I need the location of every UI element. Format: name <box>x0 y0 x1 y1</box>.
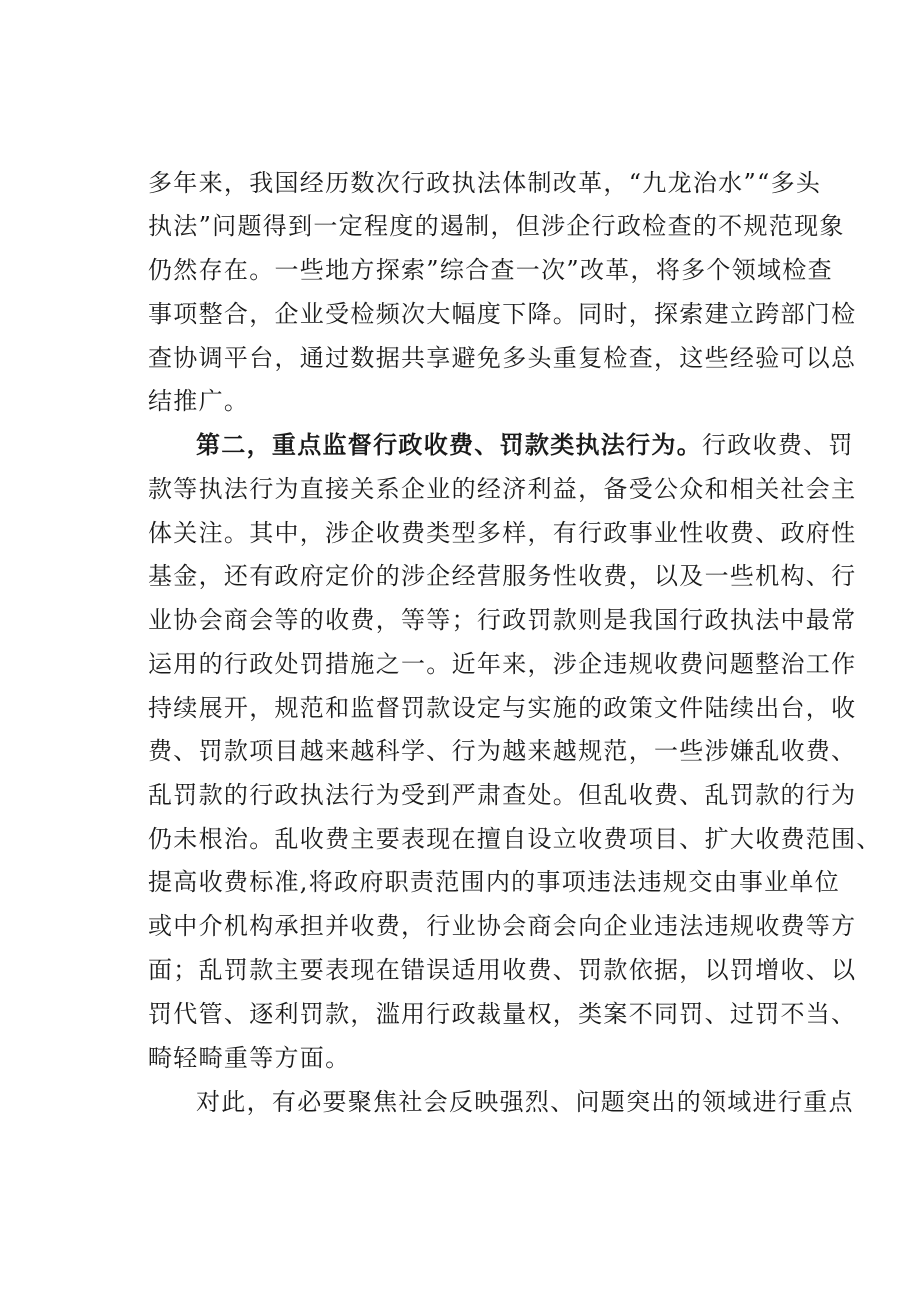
paragraph-line-rest: 行政收费、罚 <box>702 431 854 459</box>
paragraph-line: 多年来，我国经历数次行政执法体制改革，“九龙治水”“多头 <box>148 169 822 197</box>
paragraph-line: 运用的行政处罚措施之一。近年来，涉企违规收费问题整治工作 <box>148 650 857 678</box>
paragraph-line: 面；乱罚款主要表现在错误适用收费、罚款依据，以罚增收、以 <box>148 956 857 984</box>
paragraph-line: 体关注。其中，涉企收费类型多样，有行政事业性收费、政府性 <box>148 519 857 547</box>
paragraph-line: 仍未根治。乱收费主要表现在擅自设立收费项目、扩大收费范围、 <box>148 825 882 853</box>
paragraph-first-line <box>196 431 854 459</box>
paragraph-line: 结推广。 <box>148 387 250 415</box>
paragraph-heading: 第二，重点监督行政收费、罚款类执法行为。 <box>196 431 702 459</box>
paragraph-line: 执法”问题得到一定程度的遏制，但涉企行政检查的不规范现象 <box>148 212 845 240</box>
paragraph-line: 罚代管、逐利罚款，滥用行政裁量权，类案不同罚、过罚不当、 <box>148 1000 857 1028</box>
paragraph-line: 畸轻畸重等方面。 <box>148 1044 351 1072</box>
paragraph-line: 款等执法行为直接关系企业的经济利益，备受公众和相关社会主 <box>148 475 857 503</box>
paragraph-line: 费、罚款项目越来越科学、行为越来越规范，一些涉嫌乱收费、 <box>148 737 857 765</box>
paragraph-line: 提高收费标准,将政府职责范围内的事项违法违规交由事业单位 <box>148 868 841 896</box>
paragraph-line: 事项整合，企业受检频次大幅度下降。同时，探索建立跨部门检 <box>148 300 857 328</box>
paragraph-line: 查协调平台，通过数据共享避免多头重复检查，这些经验可以总 <box>148 344 857 372</box>
paragraph-line: 或中介机构承担并收费，行业协会商会向企业违法违规收费等方 <box>148 912 857 940</box>
paragraph-line: 仍然存在。一些地方探索”综合查一次”改革，将多个领域检查 <box>148 256 833 284</box>
paragraph-line: 基金，还有政府定价的涉企经营服务性收费，以及一些机构、行 <box>148 562 857 590</box>
paragraph-line: 对此，有必要聚焦社会反映强烈、问题突出的领域进行重点 <box>196 1088 854 1116</box>
paragraph-line: 乱罚款的行政执法行为受到严肃查处。但乱收费、乱罚款的行为 <box>148 781 857 809</box>
paragraph-line: 业协会商会等的收费，等等；行政罚款则是我国行政执法中最常 <box>148 606 857 634</box>
paragraph-line: 持续展开，规范和监督罚款设定与实施的政策文件陆续出台，收 <box>148 694 857 722</box>
